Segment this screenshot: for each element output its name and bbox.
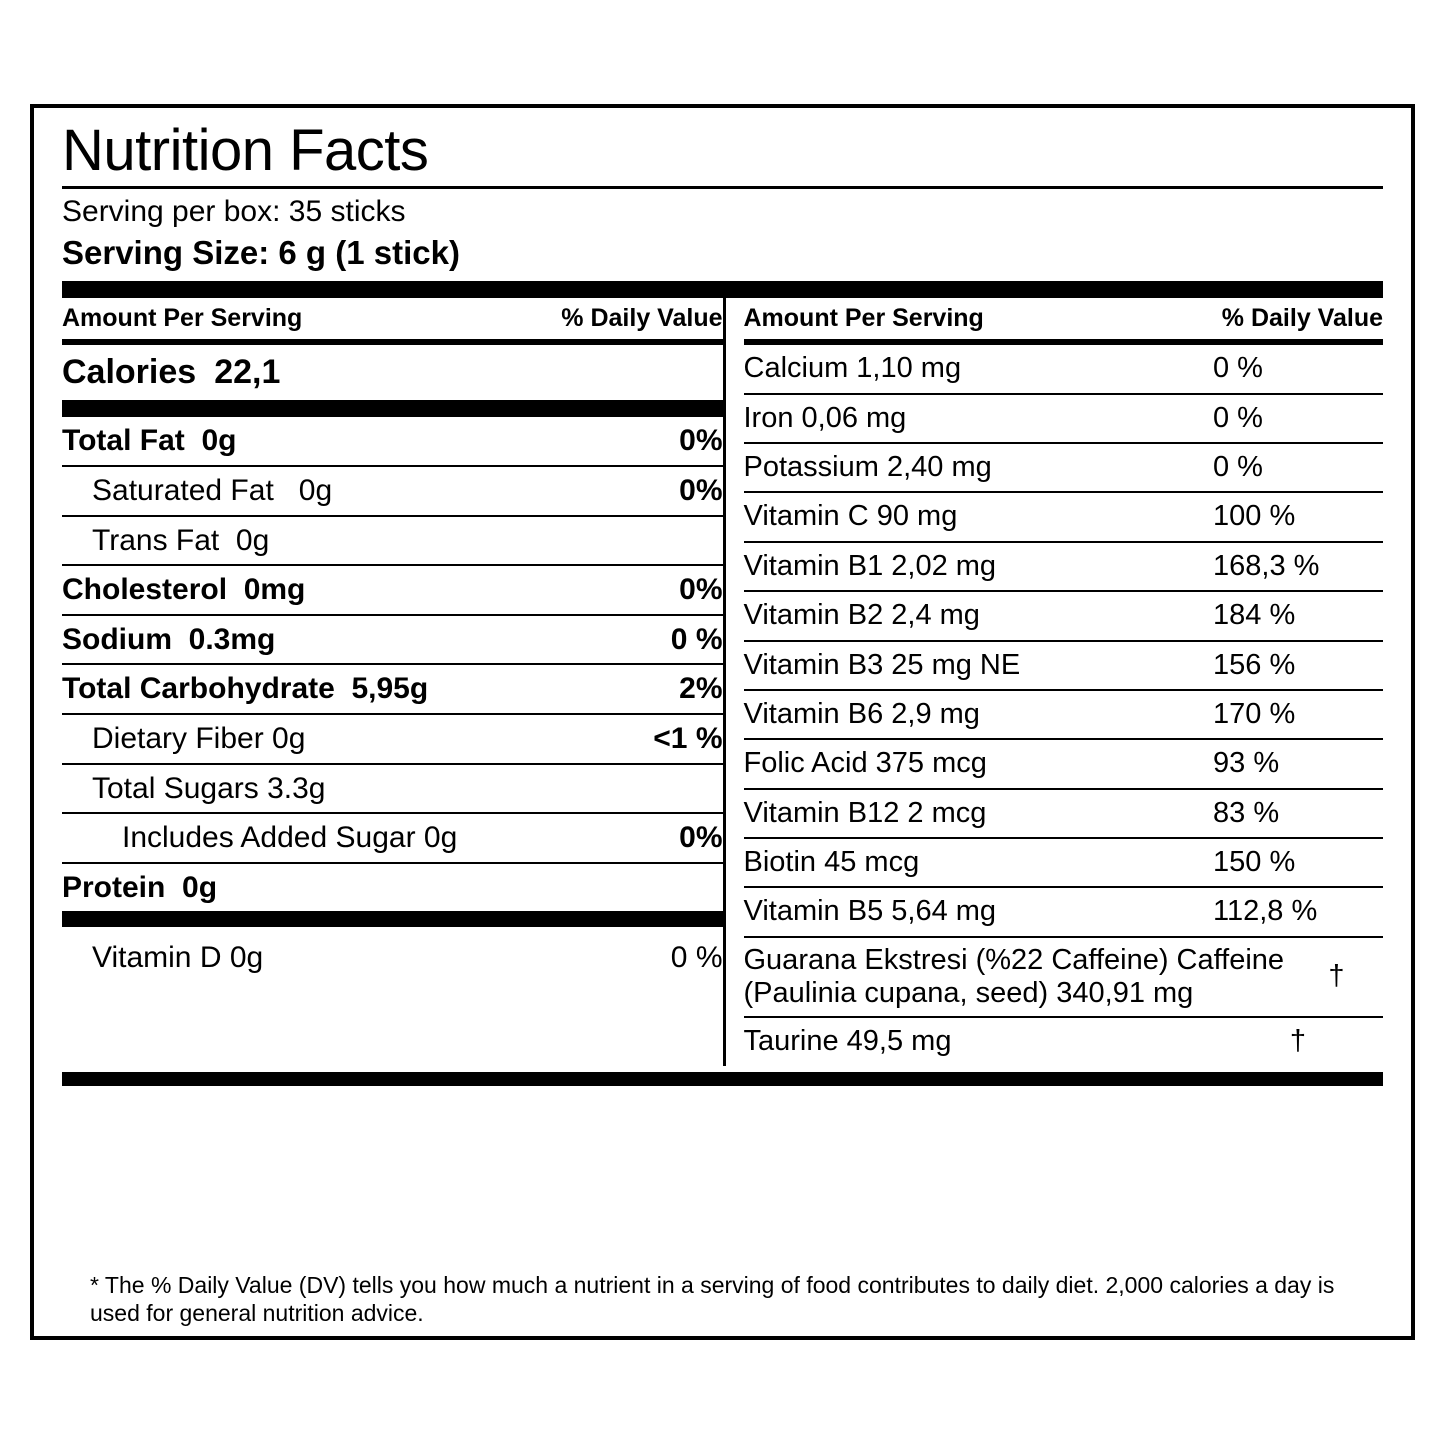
nutrient-label: Iron 0,06 mg (743, 401, 907, 434)
nutrient-dv: 184 % (1213, 599, 1296, 632)
nutrient-dv: 170 % (1213, 697, 1296, 730)
nutrient-label: Total Fat 0g (62, 424, 237, 458)
nutrient-label: Cholesterol 0mg (62, 573, 306, 607)
nutrient-label: Vitamin B12 2 mcg (743, 796, 987, 829)
nutrient-dv: † (1328, 960, 1345, 993)
nutrient-dv: <1 % (653, 722, 723, 755)
divider-thick-top (62, 281, 1383, 298)
table-row (62, 663, 723, 713)
header-daily-value: % Daily Value (561, 304, 723, 333)
nutrient-dv: 0% (679, 821, 723, 855)
table-row (744, 788, 1384, 837)
page-title: Nutrition Facts (62, 118, 429, 183)
table-row (744, 541, 1384, 590)
nutrient-label: Potassium 2,40 mg (743, 451, 992, 484)
nutrient-label: Biotin 45 mcg (743, 845, 920, 878)
table-row (744, 442, 1384, 491)
table-row (62, 614, 723, 664)
servings-per-box: Serving per box: 35 sticks (62, 195, 406, 228)
nutrient-dv: 150 % (1213, 845, 1296, 878)
table-row (62, 862, 723, 912)
table-row (62, 713, 723, 763)
table-row (744, 393, 1384, 442)
serving-size: Serving Size: 6 g (1 stick) (62, 233, 460, 271)
nutrient-dv: 156 % (1213, 648, 1296, 681)
nutrient-label: Protein 0g (62, 870, 218, 904)
nutrient-label: Sodium 0.3mg (62, 622, 276, 656)
nutrient-label: Vitamin B2 2,4 mg (743, 599, 980, 632)
nutrition-columns (62, 298, 1383, 1065)
nutrient-dv: 0 % (1213, 451, 1263, 484)
left-column (62, 298, 723, 1065)
nutrient-label: Trans Fat 0g (92, 523, 270, 557)
footnote: * The % Daily Value (DV) tells you how much a nutrient in a serving of food contributes to daily diet. 2,000 calories a day is used for general nutrition advice. (90, 1271, 1335, 1327)
table-row (62, 763, 723, 813)
table-row (62, 812, 723, 862)
right-column (723, 298, 1384, 1065)
nutrient-dv: 0 % (1213, 352, 1263, 385)
nutrient-label: Vitamin B3 25 mg NE (743, 648, 1021, 681)
calories-label: Calories (62, 353, 197, 392)
nutrient-dv: 0 % (1213, 401, 1263, 434)
nutrient-dv: 2% (679, 672, 723, 706)
nutrient-dv: 83 % (1213, 796, 1280, 829)
table-row (744, 886, 1384, 935)
table-row (744, 738, 1384, 787)
nutrient-label: Vitamin B1 2,02 mg (743, 549, 997, 582)
header-amount-per-serving: Amount Per Serving (62, 304, 303, 333)
table-row (62, 515, 723, 565)
right-column-header (744, 298, 1384, 339)
calories-row (62, 345, 723, 400)
table-row (62, 927, 723, 989)
nutrient-dv: 93 % (1213, 747, 1280, 780)
nutrient-dv: 100 % (1213, 500, 1296, 533)
header-daily-value-right: % Daily Value (1221, 304, 1383, 333)
table-row (62, 564, 723, 614)
nutrient-label: Dietary Fiber 0g (92, 722, 306, 755)
nutrient-label: Guarana Ekstresi (%22 Caffeine) Caffeine (Paulinia cupana, seed) 340,91 mg (743, 943, 1285, 1009)
nutrient-label: Vitamin C 90 mg (743, 500, 958, 533)
nutrient-label: Folic Acid 375 mcg (743, 747, 987, 780)
table-row (62, 417, 723, 465)
table-row (62, 465, 723, 515)
table-row (744, 345, 1384, 392)
nutrient-dv: 112,8 % (1213, 895, 1318, 928)
nutrient-label: Saturated Fat 0g (92, 474, 333, 508)
nutrient-label: Vitamin B6 2,9 mg (743, 697, 980, 730)
nutrient-label: Vitamin B5 5,64 mg (743, 895, 997, 928)
nutrient-dv: † (1289, 1025, 1307, 1058)
calories-value: 22,1 (214, 353, 281, 392)
nutrient-dv: 0 % (670, 622, 723, 656)
nutrient-label: Taurine 49,5 mg (743, 1025, 952, 1058)
table-row (744, 1016, 1384, 1065)
header-amount-per-serving-right: Amount Per Serving (743, 304, 984, 333)
table-row (744, 689, 1384, 738)
nutrient-dv: 0% (679, 573, 723, 607)
nutrition-facts-panel (30, 104, 1415, 1340)
table-row (744, 590, 1384, 639)
table-row (744, 837, 1384, 886)
panel-inner (62, 108, 1383, 1336)
table-row (744, 640, 1384, 689)
nutrient-dv: 0 % (670, 941, 723, 975)
nutrient-label: Vitamin D 0g (92, 941, 264, 975)
nutrient-dv: 168,3 % (1213, 549, 1320, 582)
nutrient-dv: 0% (679, 474, 723, 508)
nutrient-label: Total Carbohydrate 5,95g (62, 672, 429, 706)
nutrient-dv: 0% (679, 424, 723, 458)
table-row (744, 936, 1384, 1017)
divider-bottom-thick (62, 1072, 1383, 1086)
table-row (744, 491, 1384, 540)
nutrient-label: Total Sugars 3.3g (92, 771, 326, 805)
left-column-header (62, 298, 723, 339)
nutrient-label: Includes Added Sugar 0g (122, 821, 458, 855)
divider-under-protein (62, 911, 723, 927)
nutrient-label: Calcium 1,10 mg (743, 352, 962, 385)
divider-under-calories (62, 400, 723, 417)
